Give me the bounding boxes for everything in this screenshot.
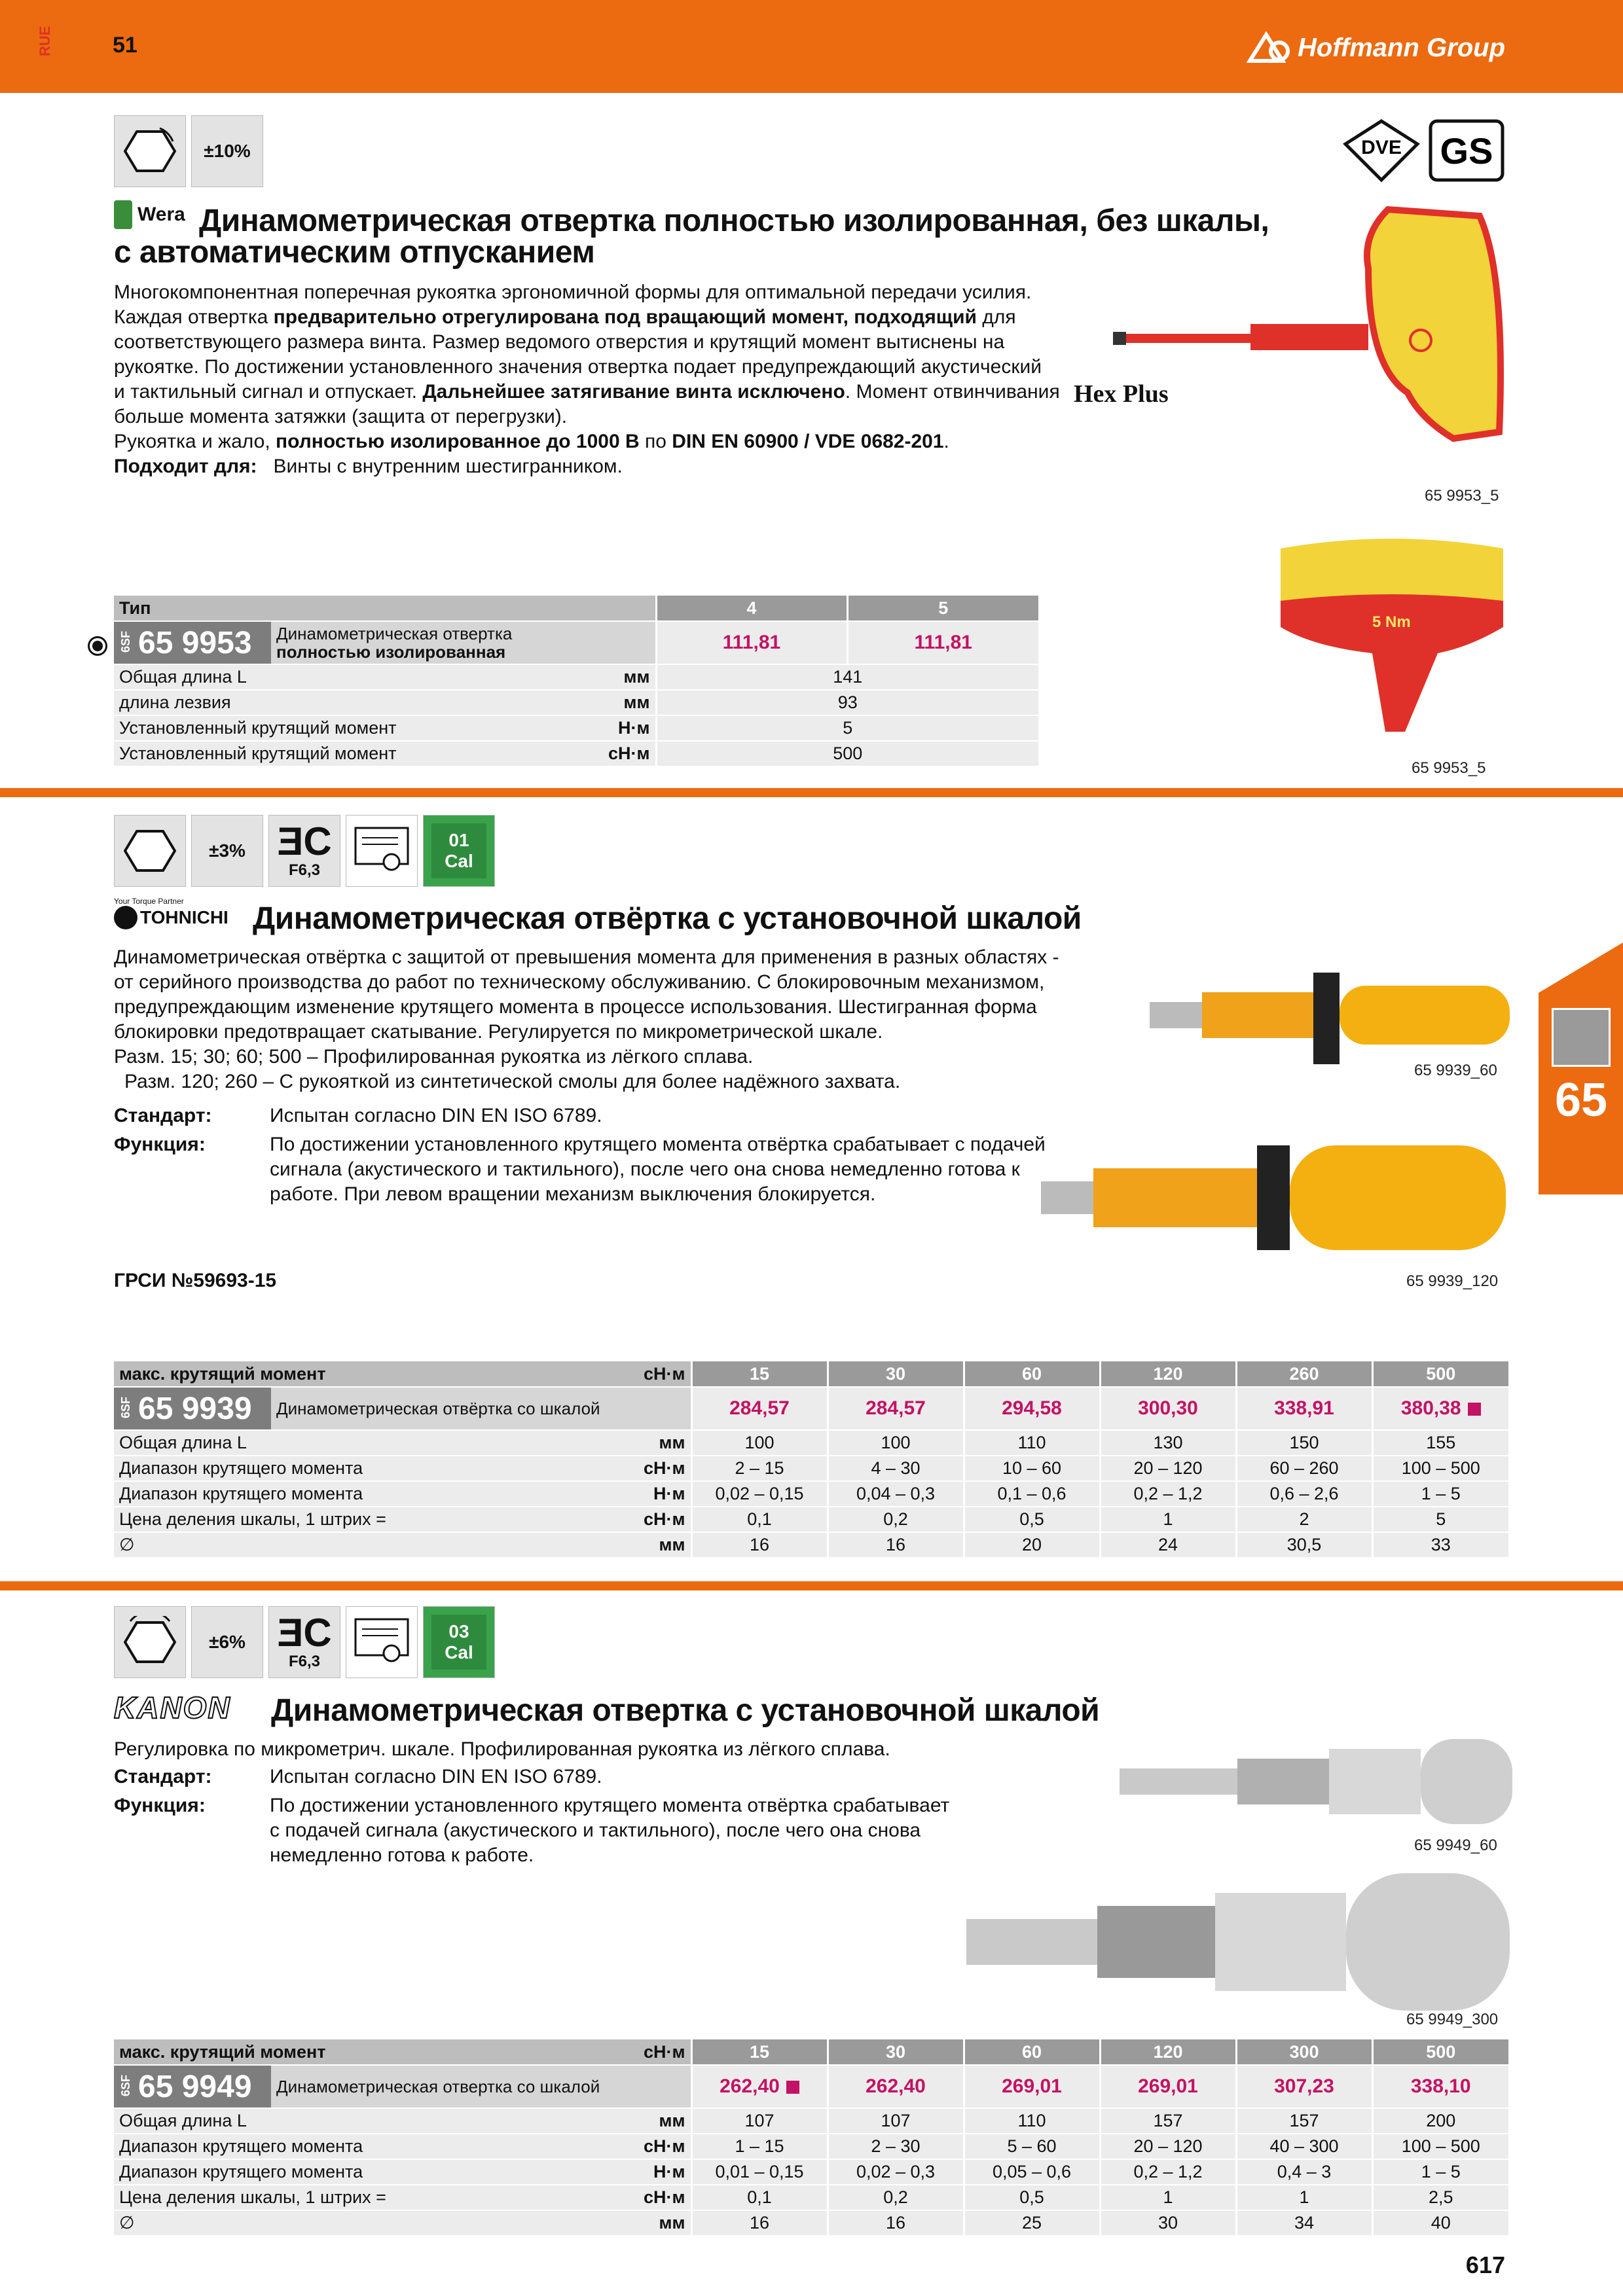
row-value: 30 (1100, 2210, 1236, 2236)
price[interactable] (1236, 1387, 1372, 1430)
image-code: 65 9949_60 (1414, 1837, 1497, 1854)
row-value: 157 (1236, 2108, 1372, 2134)
price-value: 338,91 (1274, 1397, 1334, 1419)
wera-logo-text: Wera (137, 204, 185, 225)
row-label: ∅ (114, 2210, 613, 2236)
hoffmann-logo-icon (1247, 31, 1292, 64)
price-value: 262,40 (866, 2075, 926, 2097)
row-unit: сН·м (613, 1507, 691, 1532)
language-code: RUE (37, 26, 53, 56)
price-value: 380,38 (1400, 1397, 1461, 1419)
desc-bold: полностью изолированное до 1000 В (276, 431, 640, 452)
row-label: длина лезвия (114, 690, 545, 715)
calibration-badge (423, 815, 495, 887)
cal-text: Cal (445, 851, 473, 871)
table-header-row (114, 596, 1038, 621)
row-label: ∅ (114, 1532, 613, 1558)
row-value: 110 (964, 2108, 1100, 2134)
row-value: 0,5 (964, 1507, 1100, 1532)
article-code: 65 9953 (138, 625, 252, 660)
tolerance-badge: ±6% (191, 1606, 263, 1678)
row-unit: Н·м (545, 715, 656, 741)
desc-line: Разм. 15; 30; 60; 500 – Профилированная рукоятка из лёгкого сплава. (114, 1046, 754, 1067)
type-col: 4 (656, 596, 847, 621)
article-code: 65 9939 (138, 1391, 252, 1426)
article-prefix: 6SF (119, 631, 132, 653)
price[interactable] (828, 1387, 964, 1430)
row-label: Диапазон крутящего момента (114, 1481, 613, 1507)
price[interactable]: 111,81 (656, 621, 847, 664)
row-value: 1 (1100, 1507, 1236, 1532)
price[interactable] (964, 1387, 1100, 1430)
row-value: 157 (1100, 2108, 1236, 2134)
row-value: 0,2 (828, 1507, 964, 1532)
certificate-icon-box (346, 815, 418, 887)
hexagon-icon (124, 125, 176, 177)
desc-text: для (976, 306, 1016, 328)
row-label: Диапазон крутящего момента (114, 1456, 613, 1481)
row-unit: сН·м (613, 2134, 691, 2159)
row-label: Диапазон крутящего момента (114, 2134, 613, 2159)
row-value: 20 (964, 1532, 1100, 1558)
row-value: 16 (828, 2210, 964, 2236)
row-value: 100 (828, 1430, 964, 1456)
article-number[interactable] (114, 621, 271, 664)
price-marker-icon (1468, 1403, 1481, 1416)
torque-icon: ƎC (277, 819, 332, 863)
row-value: 100 (691, 1430, 828, 1456)
row-value: 2 (1236, 1507, 1372, 1532)
article-row (114, 621, 1038, 664)
kanon-screwdriver-small-image (1120, 1736, 1512, 1827)
certificate-icon-box (346, 1606, 418, 1678)
row-value: 100 – 500 (1372, 1456, 1508, 1481)
function-label: Функция: (114, 1134, 206, 1155)
price-value: 269,01 (1002, 2075, 1062, 2097)
type-col: 5 (847, 596, 1038, 621)
article-number[interactable] (114, 1387, 271, 1430)
max-torque-unit: сН·м (613, 2039, 691, 2065)
row-value: 5 – 60 (964, 2134, 1100, 2159)
size-col: 30 (828, 2039, 964, 2065)
row-unit: Н·м (613, 2159, 691, 2185)
row-value: 60 – 260 (1236, 1456, 1372, 1481)
hexplus-logo: Hex Plus (1074, 380, 1169, 408)
desc-line: сигнала (акустического и тактильного), после чего она снова немедленно готова к (270, 1158, 1020, 1180)
cal-text: Cal (445, 1642, 473, 1662)
table-row (114, 715, 1038, 741)
price[interactable] (1100, 1387, 1236, 1430)
row-value: 20 – 120 (1100, 1456, 1236, 1481)
price[interactable] (691, 1387, 828, 1430)
row-value: 16 (828, 1532, 964, 1558)
size-col: 120 (1100, 2039, 1236, 2065)
price-value: 307,23 (1274, 2075, 1334, 2097)
spec-table-1 (114, 596, 1038, 767)
desc-line: больше момента затяжки (защита от перегрузки). (114, 406, 568, 427)
row-value: 0,02 – 0,15 (691, 1481, 828, 1507)
tolerance-badge: ±3% (191, 815, 263, 887)
row-value: 40 – 300 (1236, 2134, 1372, 2159)
table-row (114, 664, 1038, 690)
calibration-badge-inner (431, 1615, 486, 1670)
row-value: 0,1 – 0,6 (964, 1481, 1100, 1507)
table-header-row (114, 2039, 1508, 2065)
table-row (114, 2108, 1508, 2134)
desc-text: и тактильный сигнал и отпускает. (114, 381, 423, 403)
article-description: Динамометрическая отвертка со шкалой (271, 2065, 691, 2108)
desc-line: немедленно готова к работе. (270, 1844, 534, 1866)
table-row (114, 1456, 1508, 1481)
calibration-badge (423, 1606, 495, 1678)
desc-line: Многокомпонентная поперечная рукоятка эргономичной формы для оптимальной передачи усилия. (114, 281, 1032, 303)
hoffmann-logo (1247, 31, 1505, 64)
calibration-badge-inner (431, 823, 486, 878)
torque-icon: ƎC (277, 1611, 332, 1655)
row-label: Общая длина L (114, 1430, 613, 1456)
size-col: 260 (1236, 1361, 1372, 1387)
row-value: 16 (691, 1532, 828, 1558)
function-value (270, 1132, 1046, 1207)
desc-line: Разм. 120; 260 – С рукояткой из синтетической смолы для более надёжного захвата. (124, 1071, 901, 1092)
row-unit: мм (545, 690, 656, 715)
desc-line (114, 380, 1063, 404)
article-radio-marker[interactable] (88, 636, 107, 656)
spec-table-3 (114, 2039, 1508, 2236)
desc-text: по (639, 431, 672, 452)
row-value: 10 – 60 (964, 1456, 1100, 1481)
row-value: 1 – 15 (691, 2134, 828, 2159)
article-prefix: 6SF (119, 2075, 132, 2097)
row-value: 5 (656, 715, 1038, 741)
row-value: 1 – 5 (1372, 1481, 1508, 1507)
row-label: Общая длина L (114, 2108, 613, 2134)
desc-text: . Момент отвинчивания (845, 381, 1060, 403)
image-code: 65 9953_5 (1425, 487, 1499, 505)
price[interactable] (1236, 2065, 1372, 2108)
row-value: 33 (1372, 1532, 1508, 1558)
size-col: 15 (691, 1361, 828, 1387)
desc-line: рукоятке. По достижении установленного значения отвертка подает предупреждающий акустический (114, 356, 1042, 378)
wera-t-handle-image (1113, 196, 1519, 445)
article-description (271, 621, 656, 664)
max-torque-unit: сН·м (613, 1361, 691, 1387)
row-value: 107 (691, 2108, 828, 2134)
row-label: Установленный крутящий момент (114, 715, 545, 741)
row-unit: мм (613, 1532, 691, 1558)
row-unit: мм (613, 1430, 691, 1456)
article-description: Динамометрическая отвёртка со шкалой (271, 1387, 691, 1430)
cal-num: 01 (448, 830, 469, 850)
row-value: 0,2 – 1,2 (1100, 2159, 1236, 2185)
product-description-3: Регулировка по микрометрич. шкале. Профилированная рукоятка из лёгкого сплава. (114, 1738, 890, 1760)
wera-handle-closeup-image (1274, 535, 1510, 758)
tolerance-badge: ±10% (191, 115, 263, 187)
desc-line: соответствующего размера винта. Размер ведомого отверстия и крутящий момент вытиснены на (114, 331, 1005, 353)
page-number-top: 51 (113, 33, 137, 58)
row-value: 0,5 (964, 2185, 1100, 2210)
row-value: 0,2 – 1,2 (1100, 1481, 1236, 1507)
cal-num: 03 (448, 1621, 469, 1641)
spec-table-2 (114, 1361, 1508, 1558)
article-row (114, 2065, 1508, 2108)
svg-text:GS: GS (1440, 130, 1493, 171)
standard-label: Стандарт: (114, 1766, 212, 1787)
fits-label: Подходит для: (114, 456, 257, 477)
table-row (114, 1507, 1508, 1532)
desc-line: предупреждающим изменение крутящего момента в процессе использования. Шестигранная форма (114, 996, 1037, 1018)
row-unit: мм (613, 2108, 691, 2134)
brand-tagline: Your Torque Partner (114, 897, 184, 906)
row-unit: сН·м (613, 2185, 691, 2210)
table-row (114, 2185, 1508, 2210)
row-value: 0,1 (691, 1507, 828, 1532)
table-row (114, 1481, 1508, 1507)
row-value: 5 (1372, 1507, 1508, 1532)
price[interactable] (1372, 1387, 1508, 1430)
price-marker-icon (786, 2081, 799, 2094)
table-header-row (114, 1361, 1508, 1387)
row-value: 1 – 5 (1372, 2159, 1508, 2185)
row-value: 0,05 – 0,6 (964, 2159, 1100, 2185)
size-col: 120 (1100, 1361, 1236, 1387)
max-torque-label: макс. крутящий момент (114, 1361, 613, 1387)
tohnichi-screwdriver-large-image (1041, 1132, 1512, 1263)
desc-line: По достижении установленного крутящего момента отвёртка срабатывает (270, 1795, 950, 1816)
max-torque-label: макс. крутящий момент (114, 2039, 613, 2065)
kanon-logo: KANON (114, 1691, 231, 1725)
wera-logo-icon (114, 200, 132, 229)
price[interactable] (1372, 2065, 1508, 2108)
row-value: 16 (691, 2210, 828, 2236)
price-value: 300,30 (1138, 1397, 1198, 1419)
size-col: 300 (1236, 2039, 1372, 2065)
row-value: 155 (1372, 1430, 1508, 1456)
table-row (114, 1532, 1508, 1558)
desc-bold: предварительно отрегулирована под вращающий момент, подходящий (273, 306, 977, 328)
product-description-2 (114, 945, 1063, 1094)
vde-certification-icon (1342, 118, 1421, 183)
tohnichi-logo (114, 897, 228, 929)
svg-text:DVE: DVE (1361, 137, 1402, 158)
desc-text: Рукоятка и жало, (114, 431, 276, 452)
price[interactable]: 111,81 (847, 621, 1038, 664)
grsi-number: ГРСИ №59693-15 (114, 1270, 277, 1291)
chapter-number: 65 (1554, 1074, 1608, 1126)
desc-line (114, 454, 1063, 479)
desc-line: полностью изолированная (276, 642, 506, 662)
row-value: 2,5 (1372, 2185, 1508, 2210)
product-description-1 (114, 280, 1063, 479)
size-col: 500 (1372, 2039, 1508, 2065)
row-value: 130 (1100, 1430, 1236, 1456)
hex-icon-box (114, 115, 186, 187)
desc-line (114, 305, 1063, 330)
size-col: 500 (1372, 1361, 1508, 1387)
standard-value: Испытан согласно DIN EN ISO 6789. (270, 1105, 602, 1126)
desc-line: По достижении установленного крутящего момента отвёртка срабатывает с подачей (270, 1134, 1046, 1155)
row-value: 30,5 (1236, 1532, 1372, 1558)
fits-value: Винты с внутренним шестигранником. (273, 456, 623, 477)
row-value: 20 – 120 (1100, 2134, 1236, 2159)
size-col: 30 (828, 1361, 964, 1387)
row-value: 34 (1236, 2210, 1372, 2236)
desc-line: Динамометрическая отвертка (276, 624, 513, 643)
price-value: 262,40 (720, 2075, 780, 2097)
image-code: 65 9949_300 (1406, 2011, 1499, 2028)
article-code: 65 9949 (138, 2069, 252, 2104)
row-value: 500 (656, 741, 1038, 766)
desc-text: . (943, 431, 949, 452)
desc-line: работе. При левом вращении механизм выключения блокируется. (270, 1183, 876, 1205)
wera-logo (114, 200, 185, 229)
size-col: 15 (691, 2039, 828, 2065)
f-label: F6,3 (288, 861, 321, 879)
desc-line: от серийного производства до работ по техническому обслуживанию. С блокировочным механизмом, (114, 971, 1045, 993)
desc-line: блокировки предотвращает скатывание. Регулируется по микрометрической шкале. (114, 1021, 883, 1043)
table-row (114, 2134, 1508, 2159)
image-code: 65 9939_60 (1414, 1062, 1497, 1079)
standard-label: Стандарт: (114, 1105, 212, 1126)
hexagon-icon (124, 1616, 176, 1668)
hoffmann-logo-text: Hoffmann Group (1297, 33, 1505, 62)
row-unit: сН·м (545, 741, 656, 766)
tohnichi-logo-icon (114, 906, 137, 929)
row-label: Цена деления шкалы, 1 штрих = (114, 1507, 613, 1532)
price-value: 338,10 (1410, 2075, 1471, 2097)
row-value: 2 – 30 (828, 2134, 964, 2159)
torque-icon-box (268, 815, 340, 887)
gs-certification-icon (1427, 118, 1506, 183)
desc-line (114, 429, 1063, 454)
svg-text:5 Nm: 5 Nm (1372, 613, 1411, 631)
kanon-screwdriver-large-image (966, 1867, 1516, 2017)
product-title-1: Динамометрическая отвертка полностью изолированная, без шкалы, (199, 204, 1269, 238)
table-row (114, 690, 1038, 715)
function-value (270, 1793, 949, 1868)
certificate-icon (352, 821, 411, 880)
row-value: 1 (1100, 2185, 1236, 2210)
image-code: 65 9939_120 (1406, 1272, 1499, 1290)
price[interactable] (828, 2065, 964, 2108)
table-row (114, 741, 1038, 766)
desc-bold: DIN EN 60900 / VDE 0682-201 (672, 431, 944, 452)
article-prefix: 6SF (119, 1397, 132, 1419)
row-label: Общая длина L (114, 664, 545, 690)
table-row (114, 2210, 1508, 2236)
desc-line: с подачей сигнала (акустического и тактильного), после чего она снова (270, 1820, 921, 1841)
row-value: 1 (1236, 2185, 1372, 2210)
table-row (114, 2159, 1508, 2185)
section-divider (0, 1581, 1623, 1590)
price[interactable] (691, 2065, 828, 2108)
function-label: Функция: (114, 1795, 206, 1816)
row-value: 0,1 (691, 2185, 828, 2210)
torque-icon-box (268, 1606, 340, 1678)
product-title-1b: с автоматическим отпусканием (114, 235, 595, 270)
row-unit: Н·м (613, 1481, 691, 1507)
hexagon-icon (124, 825, 176, 877)
f-label: F6,3 (288, 1653, 321, 1670)
chapter-tab[interactable] (1539, 942, 1623, 1194)
row-value: 141 (656, 664, 1038, 690)
desc-text: Каждая отвертка (114, 306, 274, 328)
section-divider (0, 788, 1623, 797)
row-value: 93 (656, 690, 1038, 715)
price-value: 284,57 (866, 1397, 926, 1419)
image-code: 65 9953_5 (1412, 759, 1486, 777)
price-value: 294,58 (1002, 1397, 1062, 1419)
row-value: 25 (964, 2210, 1100, 2236)
tohnichi-logo-text: TOHNICHI (140, 907, 228, 927)
wrench-icon (1552, 1008, 1611, 1067)
price[interactable] (1100, 2065, 1236, 2108)
product-title-3: Динамометрическая отвертка с установочной шкалой (271, 1693, 1100, 1728)
price-value: 284,57 (729, 1397, 790, 1419)
row-value: 0,02 – 0,3 (828, 2159, 964, 2185)
desc-bold: Дальнейшее затягивание винта исключено (422, 381, 845, 403)
row-unit: мм (613, 2210, 691, 2236)
row-value: 150 (1236, 1430, 1372, 1456)
desc-line: Динамометрическая отвёртка с защитой от превышения момента для применения в разных областях - (114, 946, 1059, 968)
row-unit: мм (545, 664, 656, 690)
row-label: Диапазон крутящего момента (114, 2159, 613, 2185)
standard-value: Испытан согласно DIN EN ISO 6789. (270, 1766, 602, 1787)
table-row (114, 1430, 1508, 1456)
row-value: 0,04 – 0,3 (828, 1481, 964, 1507)
article-row (114, 1387, 1508, 1430)
row-value: 2 – 15 (691, 1456, 828, 1481)
row-value: 0,6 – 2,6 (1236, 1481, 1372, 1507)
size-col: 60 (964, 1361, 1100, 1387)
row-value: 40 (1372, 2210, 1508, 2236)
hex-icon-box (114, 815, 186, 887)
page-number-bottom: 617 (1465, 2251, 1505, 2278)
product-title-2: Динамометрическая отвёртка с установочной шкалой (253, 901, 1082, 936)
price[interactable] (964, 2065, 1100, 2108)
row-value: 0,4 – 3 (1236, 2159, 1372, 2185)
row-value: 110 (964, 1430, 1100, 1456)
row-unit: сН·м (613, 1456, 691, 1481)
article-number[interactable] (114, 2065, 271, 2108)
hex-icon-box (114, 1606, 186, 1678)
size-col: 60 (964, 2039, 1100, 2065)
row-value: 0,01 – 0,15 (691, 2159, 828, 2185)
row-value: 107 (828, 2108, 964, 2134)
row-value: 200 (1372, 2108, 1508, 2134)
price-value: 269,01 (1138, 2075, 1198, 2097)
row-value: 0,2 (828, 2185, 964, 2210)
row-value: 100 – 500 (1372, 2134, 1508, 2159)
row-value: 4 – 30 (828, 1456, 964, 1481)
row-value: 24 (1100, 1532, 1236, 1558)
certificate-icon (352, 1613, 411, 1672)
row-label: Установленный крутящий момент (114, 741, 545, 766)
tohnichi-screwdriver-small-image (1150, 966, 1516, 1071)
row-label: Цена деления шкалы, 1 штрих = (114, 2185, 613, 2210)
type-label: Тип (114, 596, 656, 621)
